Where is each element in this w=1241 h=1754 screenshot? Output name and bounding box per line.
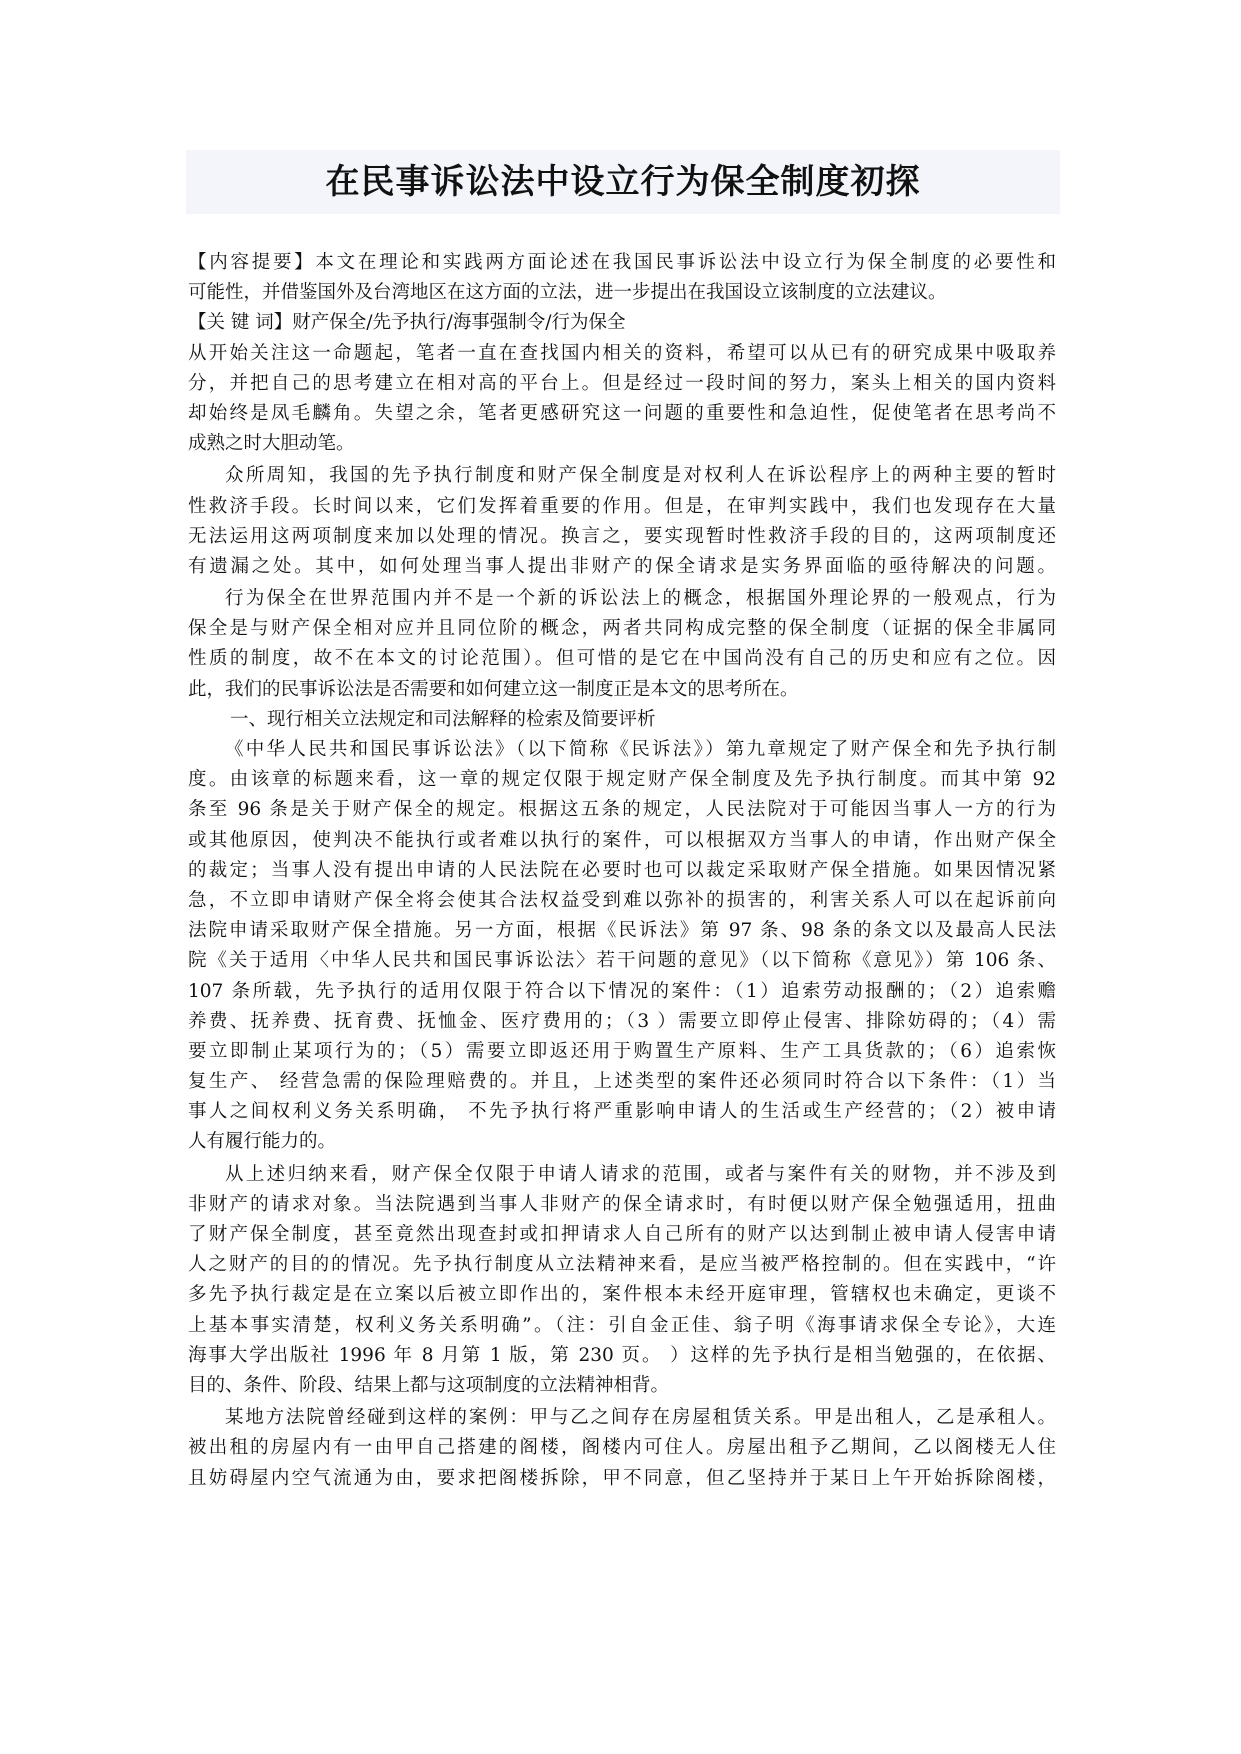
paragraph-line: 法院申请采取财产保全措施。另一方面，根据《民诉法》第 97 条、98 条的条文以及最高人民法 — [188, 920, 1056, 942]
paragraph-line: 行为保全在世界范围内并不是一个新的诉讼法上的概念，根据国外理论界的一般观点，行为 — [225, 588, 1056, 610]
abstract-line: 可能性，并借鉴国外及台湾地区在这方面的立法，进一步提出在我国设立该制度的立法建议。 — [188, 282, 947, 304]
paragraph-line: 非财产的请求对象。当法院遇到当事人非财产的保全请求时，有时便以财产保全勉强适用，扭曲 — [188, 1193, 1056, 1215]
paragraph-line: 要立即制止某项行为的；（5）需要立即返还用于购置生产原料、生产工具货款的；（6）追索恢 — [188, 1040, 1056, 1062]
paragraph-line: 性救济手段。长时间以来，它们发挥着重要的作用。但是，在审判实践中，我们也发现存在大量 — [188, 495, 1056, 517]
paragraph-line: 的裁定；当事人没有提出申请的人民法院在必要时也可以裁定采取财产保全措施。如果因情况紧 — [188, 859, 1056, 881]
paragraph-line: 无法运用这两项制度来加以处理的情况。换言之，要实现暂时性救济手段的目的，这两项制度还 — [188, 525, 1056, 547]
section-heading: 一、现行相关立法规定和司法解释的检索及简要评析 — [230, 708, 656, 730]
paragraph-line: 多先予执行裁定是在立案以后被立即作出的，案件根本未经开庭审理，管辖权也未确定，更谈不 — [188, 1284, 1056, 1306]
paragraph-line: 却始终是凤毛麟角。失望之余，笔者更感研究这一问题的重要性和急迫性，促使笔者在思考尚不 — [188, 402, 1056, 424]
paragraph-line: 目的、条件、阶段、结果上都与这项制度的立法精神相背。 — [188, 1374, 670, 1396]
paragraph-line: 从开始关注这一命题起，笔者一直在查找国内相关的资料，希望可以从已有的研究成果中吸取养 — [188, 342, 1056, 364]
abstract-line: 【内容提要】本文在理论和实践两方面论述在我国民事诉讼法中设立行为保全制度的必要性和 — [188, 252, 1056, 273]
paragraph-line: 有遗漏之处。其中，如何处理当事人提出非财产的保全请求是实务界面临的亟待解决的问题。 — [188, 555, 1056, 577]
paragraph-line: 人有履行能力的。 — [188, 1131, 337, 1153]
document-title: 在民事诉讼法中设立行为保全制度初探 — [325, 162, 921, 202]
paragraph-line: 上基本事实清楚，权利义务关系明确”。（注：引自金正佳、翁子明《海事请求保全专论》，大连 — [188, 1314, 1056, 1336]
paragraph-line: 或其他原因，使判决不能执行或者难以执行的案件，可以根据双方当事人的申请，作出财产保全 — [188, 829, 1056, 851]
paragraph-line: 某地方法院曾经碰到这样的案例：甲与乙之间存在房屋租赁关系。甲是出租人，乙是承租人。 — [225, 1407, 1056, 1429]
paragraph-line: 《中华人民共和国民事诉讼法》（以下简称《民诉法》）第九章规定了财产保全和先予执行制 — [225, 739, 1056, 760]
paragraph-line: 此，我们的民事诉讼法是否需要和如何建立这一制度正是本文的思考所在。 — [188, 678, 799, 700]
paragraph-line: 院《关于适用〈中华人民共和国民事诉讼法〉若干问题的意见》（以下简称《意见》）第 106 条、 — [188, 950, 1056, 972]
paragraph-line: 人之财产的目的的情况。先予执行制度从立法精神来看，是应当被严格控制的。但在实践中，“许 — [188, 1254, 1056, 1276]
paragraph-line: 海事大学出版社 1996 年 8 月第 1 版，第 230 页。 ）这样的先予执行是相当勉强的，在依据、 — [188, 1344, 1056, 1366]
paragraph-line: 性质的制度，故不在本文的讨论范围）。但可惜的是它在中国尚没有自己的历史和应有之位。因 — [188, 648, 1056, 670]
paragraph-line: 急，不立即申请财产保全将会使其合法权益受到难以弥补的损害的，利害关系人可以在起诉前向 — [188, 889, 1056, 911]
paragraph-line: 107 条所载，先予执行的适用仅限于符合以下情况的案件：（1）追索劳动报酬的；（2）追索赡 — [188, 980, 1056, 1002]
paragraph-line: 养费、抚养费、抚育费、抚恤金、医疗费用的；（3 ）需要立即停止侵害、排除妨碍的；（4）需 — [188, 1010, 1056, 1032]
paragraph-line: 成熟之时大胆动笔。 — [188, 433, 355, 455]
paragraph-line: 了财产保全制度，甚至竟然出现查封或扣押请求人自己所有的财产以达到制止被申请人侵害申请 — [188, 1224, 1056, 1245]
paragraph-line: 被出租的房屋内有一由甲自己搭建的阁楼，阁楼内可住人。房屋出租予乙期间，乙以阁楼无人住 — [188, 1437, 1056, 1459]
paragraph-line: 众所周知，我国的先予执行制度和财产保全制度是对权利人在诉讼程序上的两种主要的暂时 — [225, 465, 1056, 487]
paragraph-line: 保全是与财产保全相对应并且同位阶的概念，两者共同构成完整的保全制度（证据的保全非属同 — [188, 618, 1056, 640]
paragraph-line: 事人之间权利义务关系明确， 不先予执行将严重影响申请人的生活或生产经营的；（2）被申请 — [188, 1101, 1056, 1123]
paragraph-line: 且妨碍屋内空气流通为由，要求把阁楼拆除，甲不同意，但乙坚持并于某日上午开始拆除阁楼， — [188, 1467, 1056, 1489]
paragraph-line: 分，并把自己的思考建立在相对高的平台上。但是经过一段时间的努力，案头上相关的国内资料 — [188, 372, 1056, 394]
paragraph-line: 条至 96 条是关于财产保全的规定。根据这五条的规定，人民法院对于可能因当事人一方的行为 — [188, 799, 1056, 821]
keywords-line: 【关 键 词】财产保全/先予执行/海事强制令/行为保全 — [188, 312, 626, 334]
paragraph-line: 从上述归纳来看，财产保全仅限于申请人请求的范围，或者与案件有关的财物，并不涉及到 — [225, 1163, 1056, 1185]
document-body — [188, 248, 1056, 1494]
paragraph-line: 复生产、 经营急需的保险理赔费的。并且，上述类型的案件还必须同时符合以下条件：（1）当 — [188, 1071, 1056, 1093]
paragraph-line: 度。由该章的标题来看，这一章的规定仅限于规定财产保全制度及先予执行制度。而其中第 92 — [188, 769, 1056, 791]
